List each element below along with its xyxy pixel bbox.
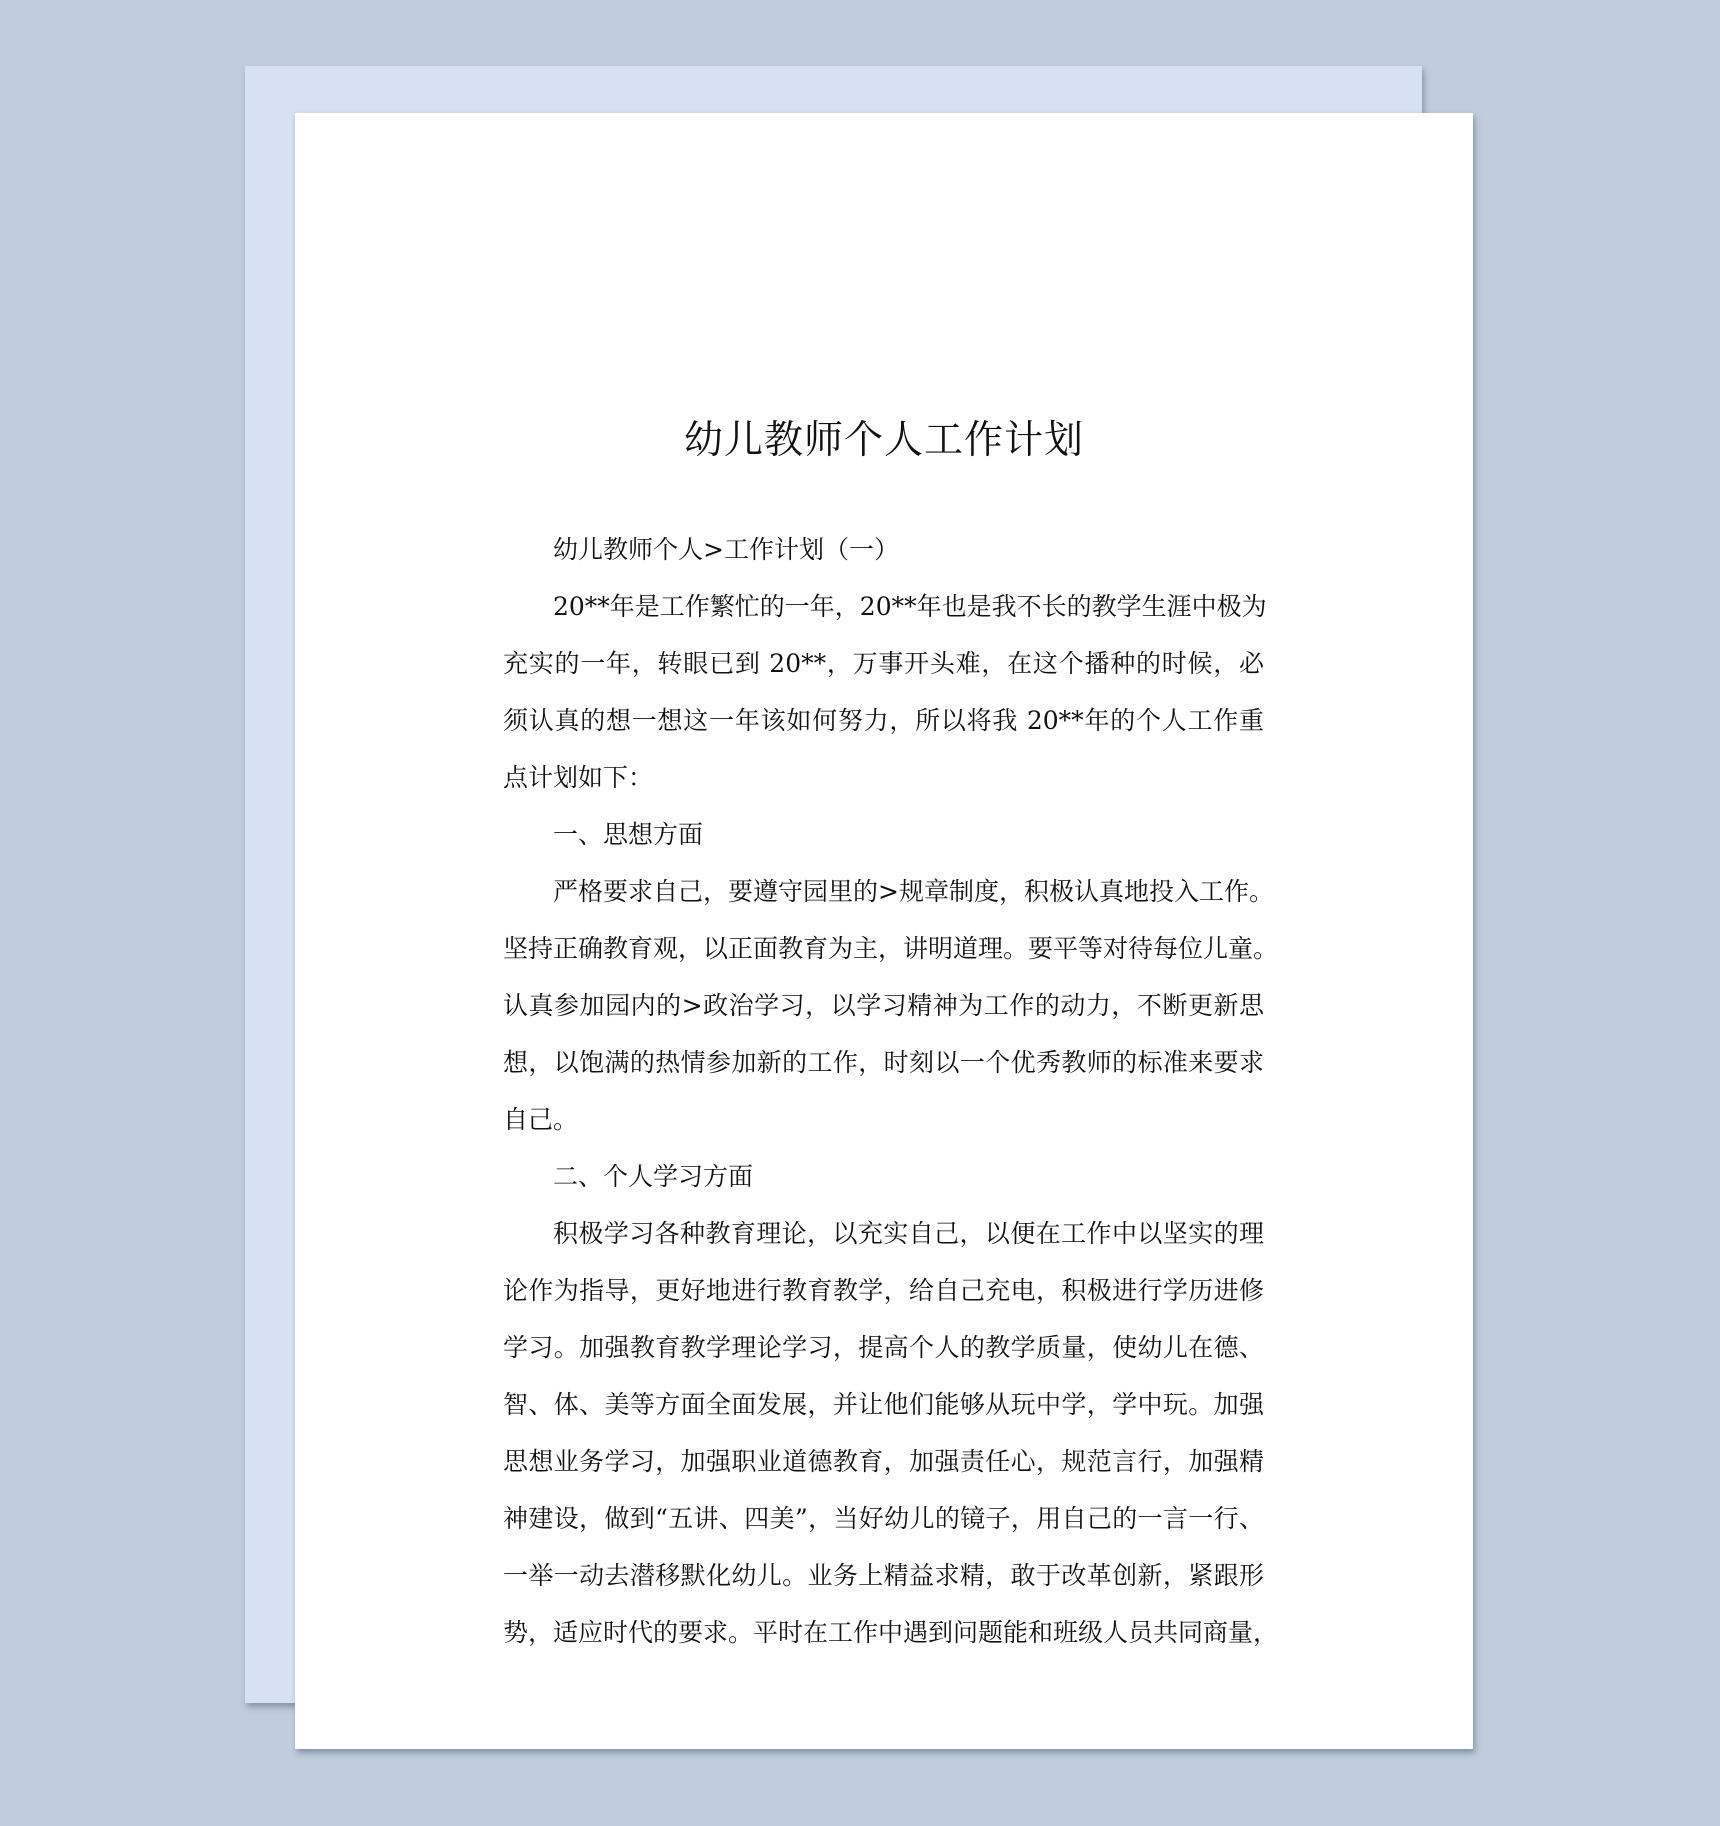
text-line: 一举一动去潜移默化幼儿。业务上精益求精，敢于改革创新，紧跟形: [503, 1561, 1264, 1590]
text-line: 认真参加园内的>政治学习，以学习精神为工作的动力，不断更新思: [503, 991, 1264, 1020]
text-line: 坚持正确教育观，以正面教育为主，讲明道理。要平等对待每位儿童。: [503, 934, 1279, 963]
document-page: [295, 113, 1473, 1749]
text-line: 学习。加强教育教学理论学习，提高个人的教学质量，使幼儿在德、: [503, 1333, 1264, 1362]
text-line: 20**年是工作繁忙的一年，20**年也是我不长的教学生涯中极为: [553, 592, 1267, 621]
text-line: 二、个人学习方面: [553, 1162, 754, 1191]
text-line: 幼儿教师个人>工作计划（一）: [553, 535, 899, 564]
text-line: 论作为指导，更好地进行教育教学，给自己充电，积极进行学历进修: [503, 1276, 1264, 1305]
text-line: 严格要求自己，要遵守园里的>规章制度，积极认真地投入工作。: [553, 877, 1274, 906]
text-line: 一、思想方面: [553, 820, 704, 849]
text-line: 想，以饱满的热情参加新的工作，时刻以一个优秀教师的标准来要求: [503, 1048, 1264, 1077]
text-line: 积极学习各种教育理论，以充实自己，以便在工作中以坚实的理: [553, 1219, 1264, 1248]
text-line: 自己。: [503, 1105, 579, 1134]
text-line: 神建设，做到“五讲、四美”，当好幼儿的镜子，用自己的一言一行、: [503, 1504, 1264, 1533]
text-line: 须认真的想一想这一年该如何努力，所以将我 20**年的个人工作重: [503, 706, 1264, 735]
text-line: 思想业务学习，加强职业道德教育，加强责任心，规范言行，加强精: [503, 1447, 1264, 1476]
document-title: 幼儿教师个人工作计划: [683, 418, 1084, 463]
text-line: 充实的一年，转眼已到 20**，万事开头难，在这个播种的时候，必: [503, 649, 1264, 678]
text-line: 点计划如下：: [503, 763, 654, 792]
text-line: 智、体、美等方面全面发展，并让他们能够从玩中学，学中玩。加强: [503, 1390, 1264, 1419]
text-line: 势，适应时代的要求。平时在工作中遇到问题能和班级人员共同商量，: [503, 1618, 1279, 1647]
document-body: [503, 533, 1279, 1673]
